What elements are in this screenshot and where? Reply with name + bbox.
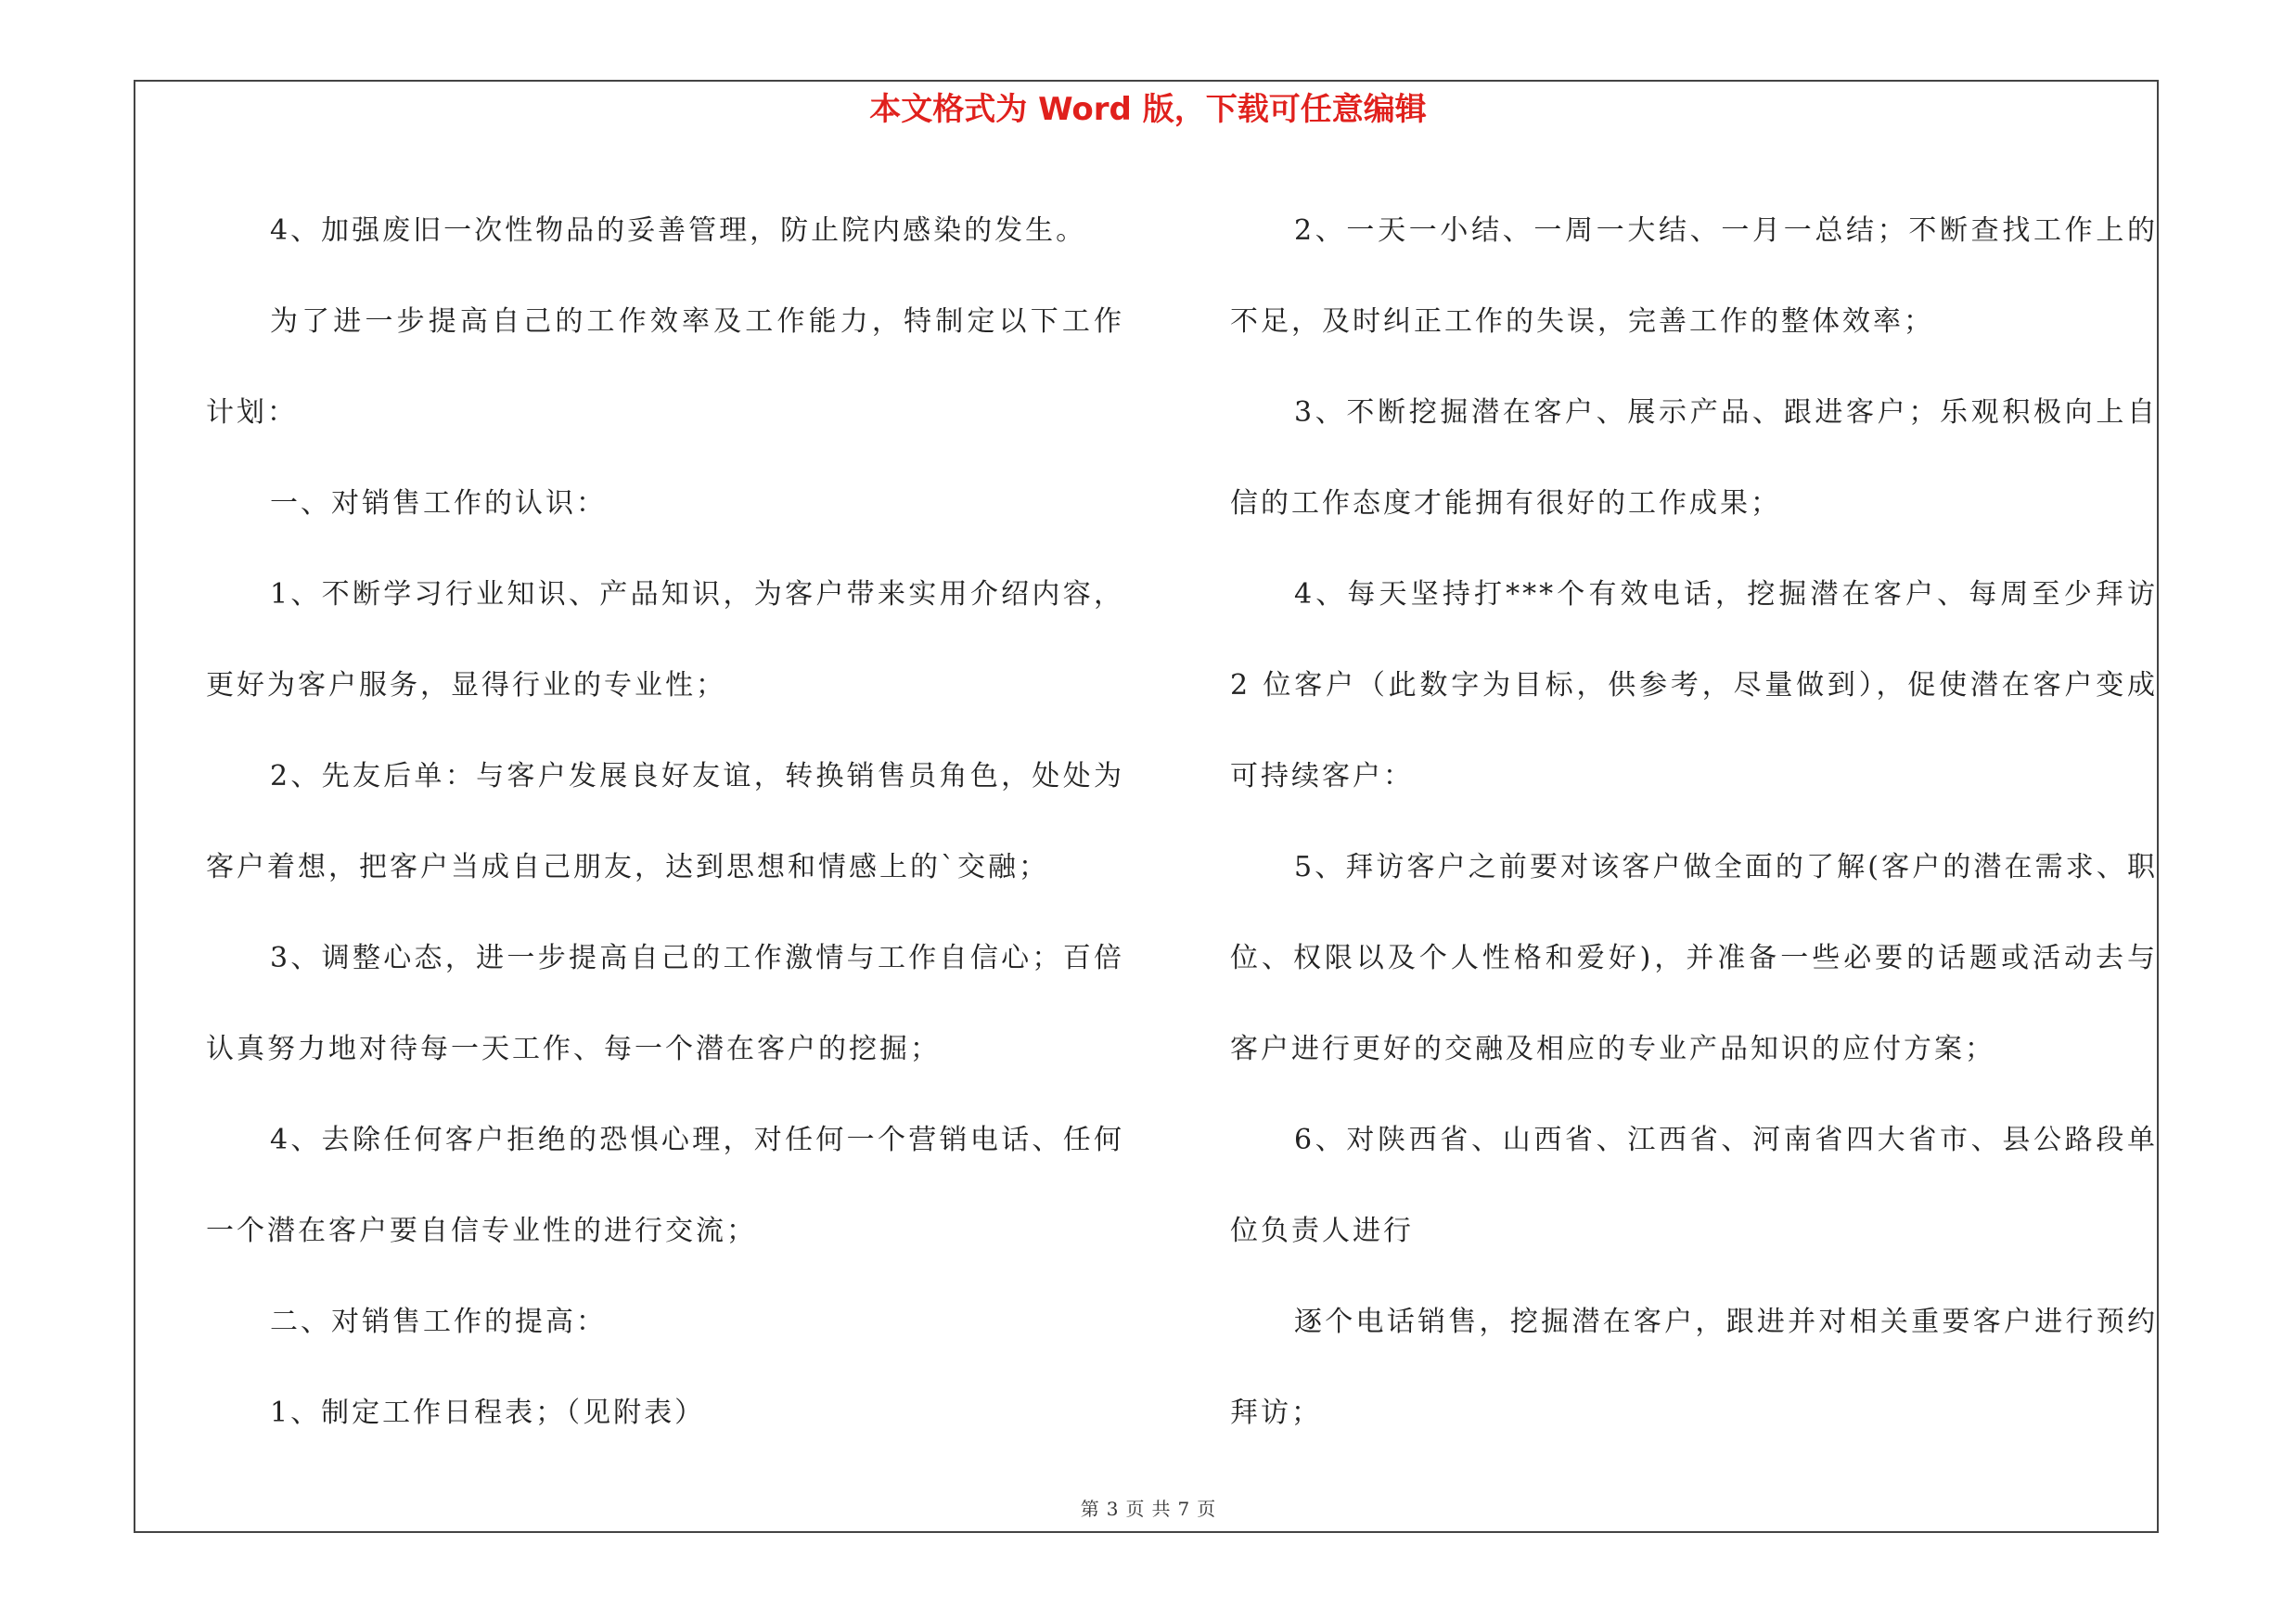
paragraph: 3、调整心态，进一步提高自己的工作激情与工作自信心；百倍认真努力地对待每一天工作、每一个潜在客户的挖掘； bbox=[206, 942, 1124, 1065]
header-banner: 本文格式为 Word 版，下载可任意编辑 bbox=[869, 91, 1427, 128]
footer-suffix: 页 bbox=[1197, 1498, 1216, 1520]
paragraph: 2、一天一小结、一周一大结、一月一总结；不断查找工作上的不足，及时纠正工作的失误，完善工作的整体效率； bbox=[1230, 214, 2158, 338]
paragraph: 为了进一步提高自己的工作效率及工作能力，特制定以下工作计划： bbox=[206, 305, 1124, 429]
footer-page-word: 页 bbox=[1125, 1498, 1145, 1520]
paragraph: 1、不断学习行业知识、产品知识，为客户带来实用介绍内容，更好为客户服务，显得行业的专业性； bbox=[206, 578, 1124, 702]
paragraph: 1、制定工作日程表；（见附表） bbox=[270, 1397, 706, 1429]
footer-prefix: 第 bbox=[1080, 1498, 1099, 1520]
paragraph: 6、对陕西省、山西省、江西省、河南省四大省市、县公路段单位负责人进行 bbox=[1230, 1124, 2158, 1247]
paragraph: 4、加强废旧一次性物品的妥善管理，防止院内感染的发生。 bbox=[270, 214, 1087, 247]
paragraph: 5、拜访客户之前要对该客户做全面的了解(客户的潜在需求、职位、权限以及个人性格和爱好)，并准备一些必要的话题或活动去与客户进行更好的交融及相应的专业产品知识的应付方案； bbox=[1230, 851, 2158, 1065]
paragraph: 4、每天坚持打***个有效电话，挖掘潜在客户、每周至少拜访 2 位客户（此数字为目标，供参考，尽量做到），促使潜在客户变成可持续客户： bbox=[1230, 578, 2158, 792]
total-pages-number: 7 bbox=[1177, 1498, 1190, 1520]
paragraph: 2、先友后单：与客户发展良好友谊，转换销售员角色，处处为客户着想，把客户当成自己朋友，达到思想和情感上的`交融； bbox=[206, 760, 1124, 883]
paragraph: 4、去除任何客户拒绝的恐惧心理，对任何一个营销电话、任何一个潜在客户要自信专业性的进行交流； bbox=[206, 1124, 1124, 1247]
left-column bbox=[206, 186, 1124, 1459]
footer-total-word: 共 bbox=[1151, 1498, 1171, 1520]
section-heading: 二、对销售工作的提高： bbox=[270, 1306, 607, 1338]
page-number-footer bbox=[0, 1496, 2296, 1522]
section-heading: 一、对销售工作的认识： bbox=[270, 487, 607, 520]
paragraph: 逐个电话销售，挖掘潜在客户，跟进并对相关重要客户进行预约拜访； bbox=[1230, 1306, 2158, 1429]
right-column bbox=[1230, 186, 2158, 1459]
paragraph: 3、不断挖掘潜在客户、展示产品、跟进客户；乐观积极向上自信的工作态度才能拥有很好的工作成果； bbox=[1230, 396, 2158, 520]
current-page-number: 3 bbox=[1106, 1498, 1119, 1520]
